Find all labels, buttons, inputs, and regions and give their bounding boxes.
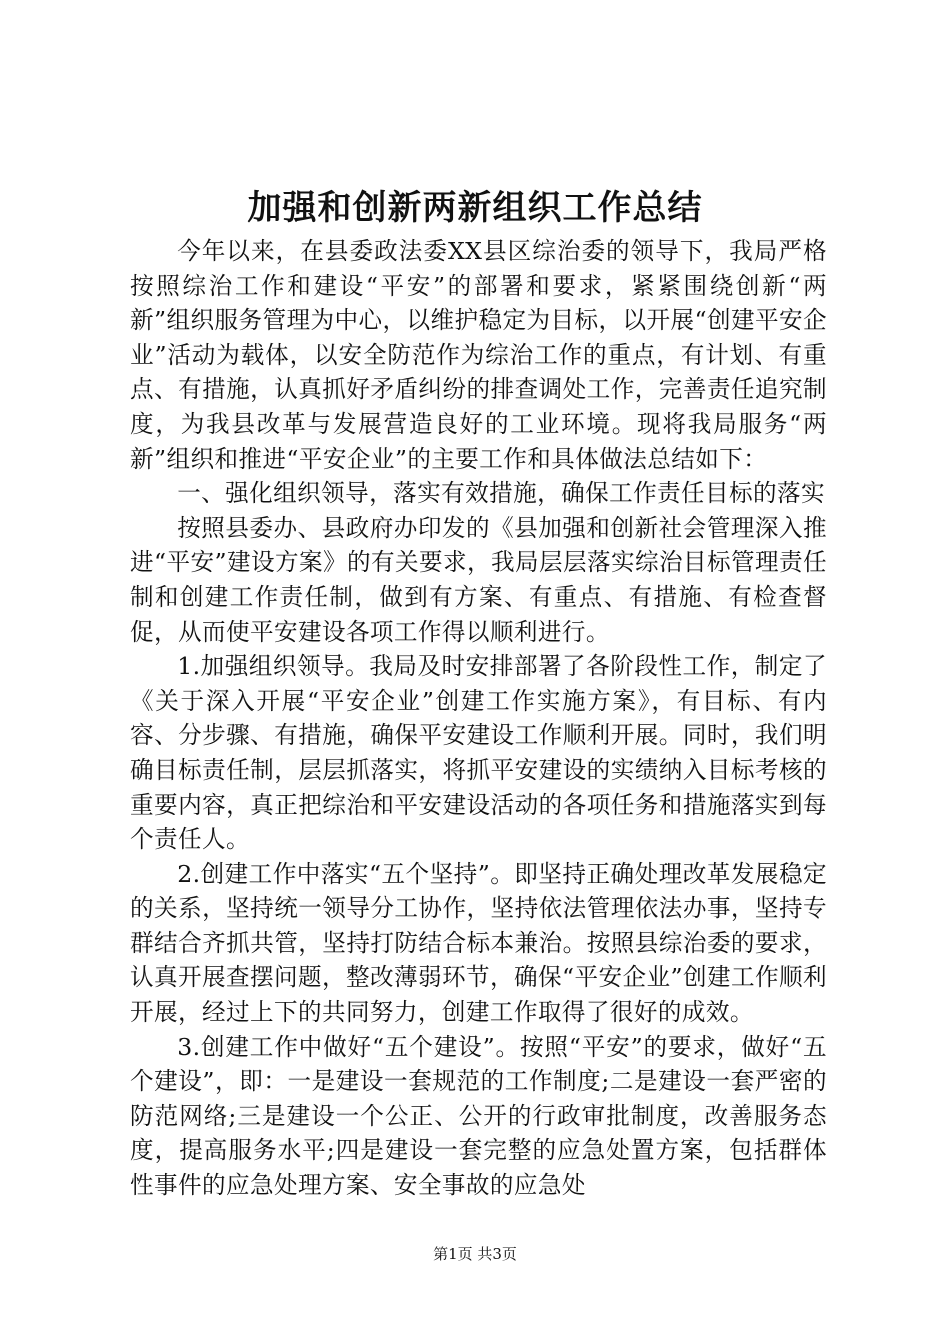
document-body bbox=[130, 234, 827, 1203]
paragraph-item-2: 2.创建工作中落实“五个坚持”。即坚持正确处理改革发展稳定的关系，坚持统一领导分工协作，坚持依法管理依法办事，坚持专群结合齐抓共管，坚持打防结合标本兼治。按照县综治委的要求，认真开展查摆问题，整改薄弱环节，确保“平安企业”创建工作顺利开展，经过上下的共同努力，创建工作取得了很好的成效。 bbox=[130, 859, 827, 1027]
paragraph-intro: 今年以来，在县委政法委XX县区综治委的领导下，我局严格按照综治工作和建设“平安”的部署和要求，紧紧围绕创新“两新”组织服务管理为中心，以维护稳定为目标，以开展“创建平安企业”活动为载体，以安全防范作为综治工作的重点，有计划、有重点、有措施，认真抓好矛盾纠纷的排查调处工作，完善责任追究制度，为我县改革与发展营造良好的工业环境。现将我局服务“两新”组织和推进“平安企业”的主要工作和具体做法总结如下： bbox=[130, 237, 827, 473]
section-heading-1: 一、强化组织领导，落实有效措施，确保工作责任目标的落实 bbox=[177, 479, 826, 508]
page-footer: 第1页 共3页 bbox=[433, 1245, 517, 1263]
document-title: 加强和创新两新组织工作总结 bbox=[247, 188, 703, 228]
paragraph-section-1: 按照县委办、县政府办印发的《县加强和创新社会管理深入推进“平安”建设方案》的有关要求，我局层层落实综治目标管理责任制和创建工作责任制，做到有方案、有重点、有措施、有检查督促，从而使平安建设各项工作得以顺利进行。 bbox=[130, 513, 827, 646]
paragraph-item-1: 1.加强组织领导。我局及时安排部署了各阶段性工作，制定了《关于深入开展“平安企业”创建工作实施方案》，有目标、有内容、分步骤、有措施，确保平安建设工作顺利开展。同时，我们明确目标责任制，层层抓落实，将抓平安建设的实绩纳入目标考核的重要内容，真正把综治和平安建设活动的各项任务和措施落实到每个责任人。 bbox=[130, 652, 827, 854]
paragraph-item-3: 3.创建工作中做好“五个建设”。按照“平安”的要求，做好“五个建设”，即：一是建设一套规范的工作制度;二是建设一套严密的防范网络;三是建设一个公正、公开的行政审批制度，改善服务态度，提高服务水平;四是建设一套完整的应急处置方案，包括群体性事件的应急处理方案、安全事故的应急处 bbox=[130, 1032, 827, 1200]
